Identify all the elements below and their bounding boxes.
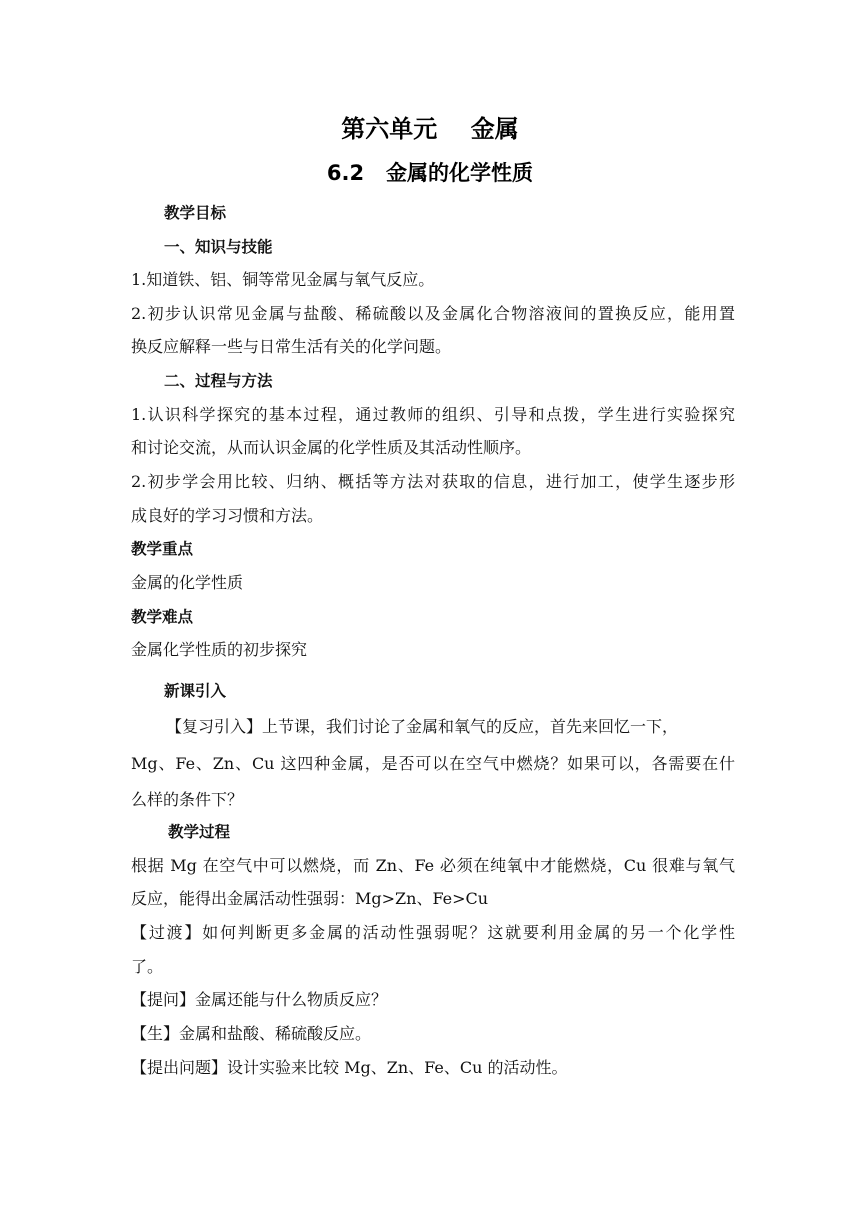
- intro-line-2: Mg、Fe、Zn、Cu 这四种金属，是否可以在空气中燃烧？如果可以，各需要在什: [131, 754, 735, 773]
- knowledge-skills-heading: 一、知识与技能: [164, 238, 273, 256]
- process-paragraph-1-line-2: 反应，能得出金属活动性强弱：Mg>Zn、Fe>Cu: [131, 889, 489, 908]
- lesson-title: 6.2 金属的化学性质: [326, 161, 534, 185]
- transition-line-2: 了。: [131, 957, 164, 976]
- raise-question-line: 【提出问题】设计实验来比较 Mg、Zn、Fe、Cu 的活动性。: [131, 1058, 568, 1077]
- unit-title: 第六单元 金属: [341, 115, 519, 143]
- process-method-heading: 二、过程与方法: [164, 372, 273, 390]
- objectives-heading: 教学目标: [164, 204, 227, 222]
- knowledge-item-2-line-2: 换反应解释一些与日常生活有关的化学问题。: [131, 337, 452, 356]
- process-item-1-line-2: 和讨论交流，从而认识金属的化学性质及其活动性顺序。: [131, 438, 532, 457]
- difficulty-heading: 教学难点: [131, 608, 194, 626]
- process-paragraph-1-line-1: 根据 Mg 在空气中可以燃烧，而 Zn、Fe 必须在纯氧中才能燃烧，Cu 很难与氧气: [131, 856, 735, 875]
- knowledge-item-2-line-1: 2.初步认识常见金属与盐酸、稀硫酸以及金属化合物溶液间的置换反应，能用置: [131, 304, 735, 323]
- question-line: 【提问】金属还能与什么物质反应？: [131, 990, 388, 1009]
- knowledge-item-1: 1.知道铁、铝、铜等常见金属与氧气反应。: [131, 270, 435, 289]
- key-point-heading: 教学重点: [131, 540, 194, 558]
- transition-line-1: 【过渡】如何判断更多金属的活动性强弱呢？这就要利用金属的另一个化学性: [131, 923, 735, 942]
- student-answer-line: 【生】金属和盐酸、稀硫酸反应。: [131, 1024, 372, 1043]
- difficulty-text: 金属化学性质的初步探究: [131, 640, 308, 659]
- intro-line-3: 么样的条件下？: [131, 790, 244, 809]
- intro-heading: 新课引入: [164, 682, 227, 700]
- process-item-2-line-2: 成良好的学习习惯和方法。: [131, 506, 324, 525]
- key-point-text: 金属的化学性质: [131, 573, 244, 592]
- process-item-2-line-1: 2.初步学会用比较、归纳、概括等方法对获取的信息，进行加工，使学生逐步形: [131, 472, 735, 491]
- teaching-process-heading: 教学过程: [168, 823, 231, 841]
- process-item-1-line-1: 1.认识科学探究的基本过程，通过教师的组织、引导和点拨，学生进行实验探究: [131, 405, 735, 424]
- intro-line-1: 【复习引入】上节课，我们讨论了金属和氧气的反应，首先来回忆一下，: [166, 717, 679, 736]
